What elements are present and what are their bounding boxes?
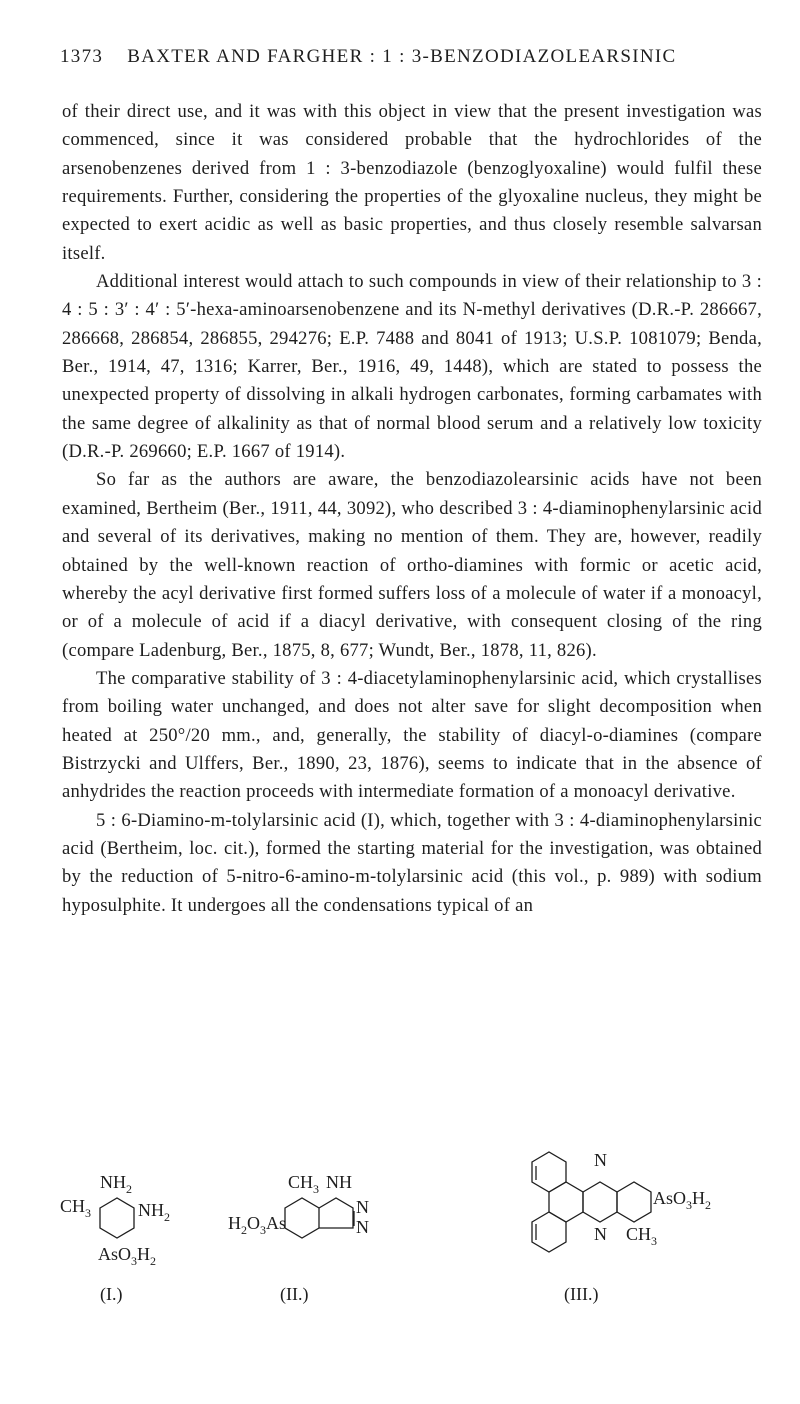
formula-iii-n-bottom: N [594, 1224, 607, 1244]
paragraph-5: 5 : 6-Diamino-m-tolylarsinic acid (I), which, together with 3 : 4-diaminophenylarsinic acid (Bertheim, loc. cit.), formed the starting material for the investigation, was obtained by the reduction of 5-nitro-6-amino-m-tolylarsinic acid (this vol., p. 989) with sodium hyposulphite. It undergoes all the condensations typical of an [62, 809, 762, 916]
formula-iii-ring-bottom [532, 1212, 566, 1252]
formula-iii-ch3: $CH_3$ [626, 1224, 658, 1248]
formula-ii-h2o3as: $H_2O_3As$ [228, 1213, 287, 1237]
body-text [62, 98, 762, 920]
formula-ii-benzene-ring [285, 1198, 319, 1238]
structural-formulas [60, 1100, 760, 1340]
formula-i-ring [100, 1198, 134, 1238]
formula-iii-ring-4 [617, 1182, 651, 1222]
formula-iii-ring-3 [583, 1182, 617, 1222]
formula-ii-ch3: $CH_3$ [288, 1172, 320, 1196]
page-number: 1373 [60, 46, 104, 67]
formula-i-nh2-right: $NH_2$ [138, 1200, 170, 1224]
formula-ii-caption: (II.) [280, 1284, 309, 1304]
formula-ii-imidazole-ring [319, 1198, 353, 1228]
formula-i-ch3: $CH_3$ [60, 1196, 92, 1220]
formula-ii-nh: NH [326, 1172, 352, 1192]
running-header [60, 46, 760, 68]
formula-iii-ring-top [532, 1152, 566, 1192]
formula-iii-ring-2 [549, 1182, 583, 1222]
formula-i-aso3h2: $AsO_3H_2$ [98, 1244, 157, 1268]
formula-i-caption: (I.) [100, 1284, 123, 1304]
paragraph-1: of their direct use, and it was with this object in view that the present investigation was commenced, since it was considered probable that the hydrochlorides of the arsenobenzenes derived from 1 : 3-benzodiazole (benzoglyoxaline) would fulfil these requirements. Further, considering the properties of the glyoxaline nucleus, they might be expected to exert acidic as well as basic properties, and thus closely resemble salvarsan itself. [62, 101, 762, 264]
paragraph-2: Additional interest would attach to such compounds in view of their relationship to 3 : 4 : 5 : 3′ : 4′ : 5′-hexa-aminoarsenobenzene and its N-methyl derivatives (D.R.-P. 286667, 286668, 286854, 286855, 294276; E.P. 7488 and 8041 of 1913; U.S.P. 1081079; Benda, Ber., 1914, 47, 1316; Karrer, Ber., 1916, 49, 1448), which are stated to possess the unexpected property of dissolving in alkali hydrogen carbonates, forming carbamates with the same degree of alkalinity as that of normal blood serum and a relatively low toxicity (D.R.-P. 269660; E.P. 1667 of 1914). [62, 271, 762, 463]
formula-iii-caption: (III.) [564, 1284, 599, 1304]
formula-ii-n-lower: N [356, 1217, 369, 1237]
running-title: BAXTER AND FARGHER : 1 : 3-BENZODIAZOLEARSINIC [127, 46, 677, 67]
formula-iii-aso3h2: $AsO_3H_2$ [653, 1188, 712, 1212]
paragraph-4: The comparative stability of 3 : 4-diacetylaminophenylarsinic acid, which crystallises from boiling water unchanged, and does not alter save for slight decomposition when heated at 250°/20 mm., and, generally, the stability of diacyl-o-diamines (compare Bistrzycki and Ulffers, Ber., 1890, 23, 1876), seems to indicate that in the absence of anhydrides the reaction proceeds with intermediate formation of a monoacyl derivative. [62, 667, 762, 803]
formula-ii-n-upper: N [356, 1197, 369, 1217]
formula-iii-n-top: N [594, 1150, 607, 1170]
formula-i-nh2-top: $NH_2$ [100, 1172, 132, 1196]
paragraph-3: So far as the authors are aware, the benzodiazolearsinic acids have not been examined, Bertheim (Ber., 1911, 44, 3092), who described 3 : 4-diaminophenylarsinic acid and several of its derivatives, making no mention of them. They are, however, readily obtained by the well-known reaction of ortho-diamines with formic or acetic acid, whereby the acyl derivative first formed suffers loss of a molecule of water if a monoacyl, or of a molecule of acid if a diacyl derivative, with consequent closing of the ring (compare Ladenburg, Ber., 1875, 8, 677; Wundt, Ber., 1878, 11, 826). [62, 469, 762, 661]
formulas-svg [60, 1100, 760, 1340]
